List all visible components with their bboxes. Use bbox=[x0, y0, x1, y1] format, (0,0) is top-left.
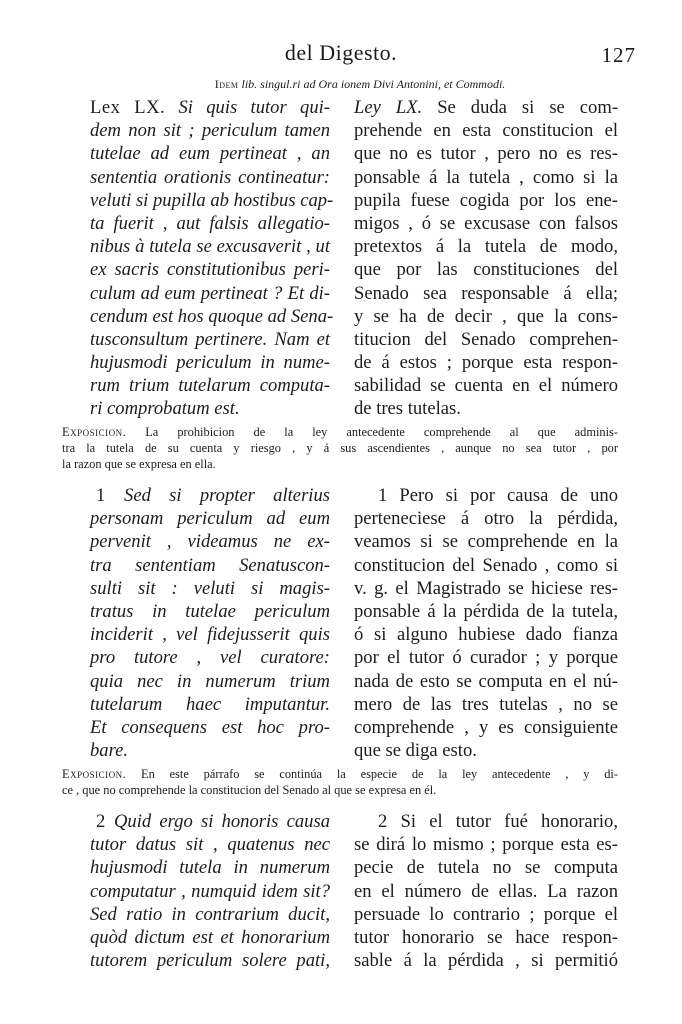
exposition-line: tra la tutela de su cuenta y riesgo , y á sus ascendientes , aunque no sea tutor , por bbox=[62, 441, 618, 455]
spanish-line: que por las constituciones del bbox=[354, 259, 618, 281]
latin-line: tutelarum haec imputantur. bbox=[90, 693, 330, 715]
spanish-line: comprehende , y es consiguiente bbox=[354, 716, 618, 738]
latin-line: bare. bbox=[90, 740, 129, 762]
latin-line: hujusmodi tutela in numerum bbox=[90, 857, 330, 879]
spanish-line: de tres tutelas. bbox=[354, 398, 461, 420]
latin-line: tutelae ad eum pertineat , an bbox=[90, 143, 330, 165]
latin-line: tra sententiam Senatuscon- bbox=[90, 554, 330, 576]
spanish-line: y se ha de decir , que la cons- bbox=[354, 305, 618, 327]
spanish-line: pretextos á la tutela de modo, bbox=[354, 236, 618, 258]
spanish-line: que se diga esto. bbox=[354, 740, 477, 762]
latin-lead: 2 bbox=[96, 811, 106, 832]
source-citation-label: Idem bbox=[214, 77, 239, 91]
latin-line: quia nec in numerum trium bbox=[90, 670, 330, 692]
spanish-line: nada de esto se computa en el nú- bbox=[354, 670, 618, 692]
spanish-line-text: Se duda si se com- bbox=[422, 97, 619, 118]
spanish-lead: Ley LX. bbox=[354, 97, 423, 118]
spanish-line bbox=[354, 810, 618, 833]
spanish-line bbox=[354, 96, 618, 119]
exposition-line-text: La prohibicion de la ley antecedente comprehende al que adminis- bbox=[126, 425, 618, 439]
latin-line: computatur , numquid idem sit? bbox=[90, 880, 330, 902]
spanish-column-paragraph-2 bbox=[354, 810, 618, 972]
source-citation-text: lib. singul.ri ad Ora ionem Divi Antonini, et Commodi. bbox=[241, 77, 506, 91]
exposition-line: la razon que se expresa en ella. bbox=[62, 457, 216, 471]
spanish-line: perteneciese á otro la pérdida, bbox=[354, 508, 618, 530]
latin-line-text: Sed si propter alterius bbox=[105, 485, 330, 506]
spanish-line-text: Pero si por causa de uno bbox=[387, 485, 618, 506]
latin-line: tratus in tutelae periculum bbox=[90, 600, 330, 622]
spanish-line-text: Si el tutor fué honorario, bbox=[387, 811, 618, 832]
latin-line: pro tutore , vel curatore: bbox=[90, 647, 330, 669]
running-header-title: del Digesto. bbox=[284, 40, 398, 65]
latin-line: sulti sit : veluti si magis- bbox=[90, 577, 330, 599]
latin-column-lex-lx bbox=[90, 96, 334, 421]
latin-line: inciderit , vel fidejusserit quis bbox=[90, 624, 330, 646]
exposition-lex-lx bbox=[62, 424, 618, 472]
spanish-line: por el tutor ó curador ; y porque bbox=[354, 647, 618, 669]
latin-line: culum ad eum pertineat ? Et di- bbox=[90, 282, 330, 304]
latin-line: Sed ratio in contrarium ducit, bbox=[90, 903, 330, 925]
latin-line: Et consequens est hoc pro- bbox=[90, 716, 330, 738]
latin-line bbox=[90, 484, 330, 507]
latin-line-text: Quid ergo si honoris causa bbox=[105, 811, 330, 832]
latin-line bbox=[90, 96, 330, 119]
spanish-line: sable á la pérdida , si permitió bbox=[354, 950, 618, 972]
latin-line bbox=[90, 810, 330, 833]
spanish-line: que no es tutor , pero no es res- bbox=[354, 143, 618, 165]
spanish-lead: 2 bbox=[378, 811, 388, 832]
latin-line: tusconsultum pertinere. Nam et bbox=[90, 328, 330, 350]
latin-lead: 1 bbox=[96, 485, 106, 506]
spanish-line: de á estos ; porque esta respon- bbox=[354, 352, 618, 374]
spanish-line: pecie de tutela no se computa bbox=[354, 857, 618, 879]
latin-line: ri comprobatum est. bbox=[90, 398, 240, 420]
latin-line: nibus à tutela se excusaverit , ut bbox=[90, 236, 330, 258]
spanish-line: migos , ó se excusase con falsos bbox=[354, 212, 618, 234]
spanish-line: mero de las tres tutelas , no se bbox=[354, 693, 618, 715]
spanish-line: se dirá lo mismo ; porque esta es- bbox=[354, 834, 618, 856]
latin-column-paragraph-1 bbox=[90, 484, 330, 762]
latin-line: ex sacris constitutionibus peri- bbox=[90, 259, 330, 281]
spanish-line: tutor honorario se hace respon- bbox=[354, 926, 618, 948]
exposition-line-text: En este párrafo se continúa la especie de la ley antecedente , y di- bbox=[126, 767, 618, 781]
page-number: 127 bbox=[601, 43, 636, 67]
exposition-line: ce , que no comprehende la constitucion del Senado al que se expresa en él. bbox=[62, 783, 437, 797]
exposition-label: Exposicion. bbox=[62, 425, 127, 439]
spanish-line: pupila fuese cogida por los ene- bbox=[354, 189, 618, 211]
spanish-line: ó si alguno hubiese dado fianza bbox=[354, 624, 618, 646]
spanish-line: ponsable á la pérdida de la tutela, bbox=[354, 600, 618, 622]
spanish-line: titucion del Senado comprehen- bbox=[354, 328, 618, 350]
latin-line-text: Si quis tutor qui- bbox=[165, 97, 330, 118]
spanish-line: sabilidad se cuenta en el número bbox=[354, 375, 618, 397]
latin-line: rum trium tutelarum computa- bbox=[90, 375, 330, 397]
spanish-lead: 1 bbox=[378, 485, 388, 506]
spanish-line: v. g. el Magistrado se hiciese res- bbox=[354, 577, 618, 599]
spanish-line: prehende en esta constitucion el bbox=[354, 120, 618, 142]
spanish-line bbox=[354, 484, 618, 507]
latin-line: cendum est hos quoque ad Sena- bbox=[90, 305, 334, 327]
latin-line: pervenit , videamus ne ex- bbox=[90, 531, 330, 553]
latin-line: veluti si pupilla ab hostibus cap- bbox=[90, 189, 334, 211]
latin-line: personam periculum ad eum bbox=[90, 508, 330, 530]
latin-line: tutor datus sit , quatenus nec bbox=[90, 834, 330, 856]
latin-line: quòd dictum est et honorarium bbox=[90, 926, 330, 948]
exposition-label: Exposicion. bbox=[62, 767, 127, 781]
latin-line: tutorem periculum solere pati, bbox=[90, 950, 330, 972]
latin-line: dem non sit ; periculum tamen bbox=[90, 120, 330, 142]
spanish-line: ponsable á la tutela , como si la bbox=[354, 166, 618, 188]
latin-column-paragraph-2 bbox=[90, 810, 330, 972]
exposition-line bbox=[62, 424, 618, 440]
source-citation bbox=[60, 77, 660, 92]
exposition-paragraph-1 bbox=[62, 766, 618, 798]
latin-lead: Lex LX. bbox=[90, 97, 166, 118]
exposition-line bbox=[62, 766, 618, 782]
spanish-line: constitucion del Senado , como si bbox=[354, 554, 618, 576]
spanish-column-paragraph-1 bbox=[354, 484, 618, 762]
latin-line: hujusmodi periculum in nume- bbox=[90, 352, 330, 374]
spanish-line: en el número de ellas. La razon bbox=[354, 880, 618, 902]
spanish-line: Senado sea responsable á ella; bbox=[354, 282, 618, 304]
latin-line: ta fuerit , aut falsis allegatio- bbox=[90, 212, 330, 234]
latin-line: sententia orationis contineatur: bbox=[90, 166, 330, 188]
spanish-line: persuade lo contrario ; porque el bbox=[354, 903, 618, 925]
spanish-line: veamos si se comprehende en la bbox=[354, 531, 618, 553]
spanish-column-ley-lx bbox=[354, 96, 618, 421]
